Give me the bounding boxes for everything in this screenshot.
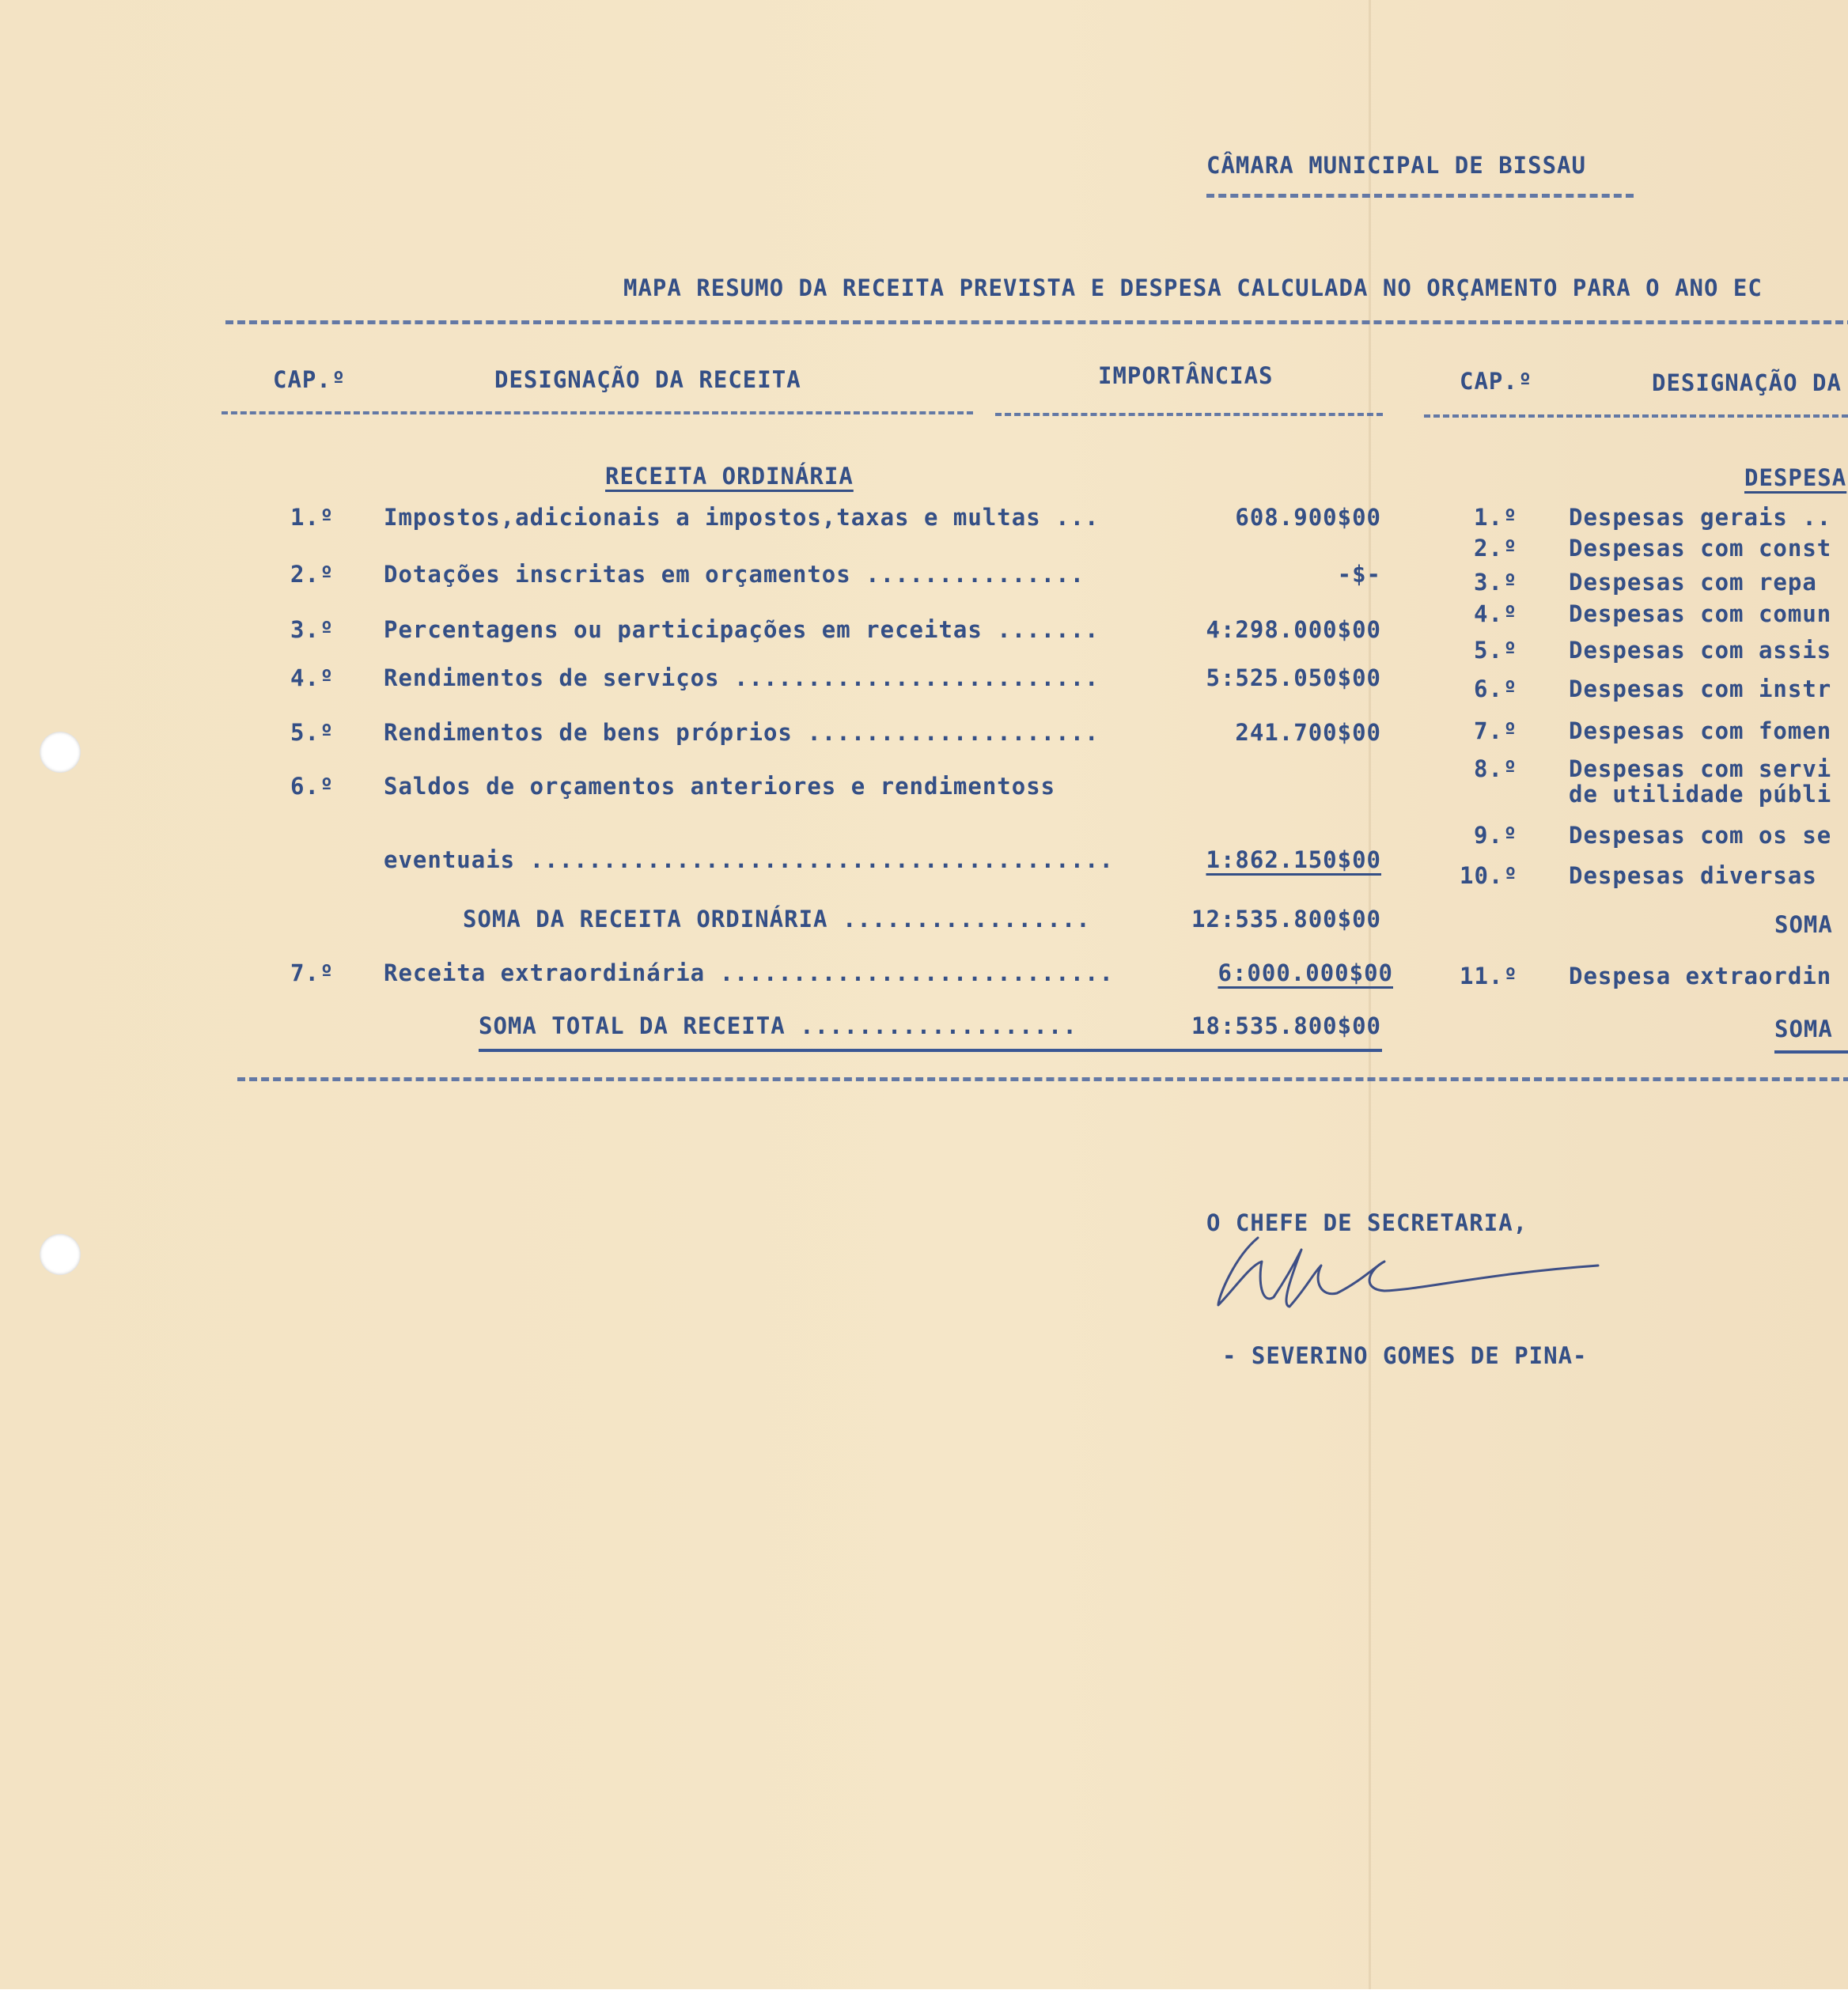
receita-label: Impostos,adicionais a impostos,taxas e multas ... (384, 504, 1100, 531)
receita-section-title: RECEITA ORDINÁRIA (605, 463, 854, 490)
receita-label: Saldos de orçamentos anteriores e rendimentoss (384, 773, 1056, 800)
document-title: MAPA RESUMO DA RECEITA PREVISTA E DESPESA CALCULADA NO ORÇAMENTO PARA O ANO EC (623, 274, 1763, 301)
header-rule-right (1424, 414, 1848, 418)
receita-value: 608.900$00 (1235, 504, 1381, 531)
soma-total-label: SOMA TOTAL DA RECEITA ................... (479, 1012, 1077, 1039)
soma-ordinaria-value: 12:535.800$00 (1191, 906, 1381, 933)
despesa-label: Despesas com repa (1569, 569, 1817, 596)
title-rule (225, 320, 1848, 324)
receita-value: 5:525.050$00 (1206, 664, 1381, 691)
col-designacao-despesa: DESIGNAÇÃO DA (1652, 369, 1842, 396)
soma-total-underline (479, 1049, 1382, 1052)
despesa-soma-total-label: SOMA (1774, 1016, 1833, 1042)
receita-value: 4:298.000$00 (1206, 616, 1381, 643)
col-importancias: IMPORTÂNCIAS (1098, 362, 1274, 389)
despesa-cap: 2.º (1474, 535, 1518, 562)
despesa-label: Despesas com comun (1569, 600, 1832, 627)
receita-cap: 3.º (290, 616, 335, 643)
despesa-label: Despesas com assis (1569, 637, 1832, 664)
punch-hole (40, 732, 81, 773)
signature-name: - SEVERINO GOMES DE PINA- (1222, 1342, 1588, 1369)
header-rule-mid (995, 413, 1383, 416)
receita-extra-cap: 7.º (290, 959, 335, 986)
despesa-cap: 6.º (1474, 675, 1518, 702)
signature-role: O CHEFE DE SECRETARIA, (1206, 1209, 1528, 1236)
col-cap-right: CAP.º (1460, 368, 1533, 395)
despesa-label: Despesas com instr (1569, 675, 1832, 702)
col-designacao-receita: DESIGNAÇÃO DA RECEITA (494, 366, 801, 393)
despesa-cap: 3.º (1474, 569, 1518, 596)
receita-label-cont: eventuais ........................................ (384, 846, 1114, 873)
header-rule-left (222, 411, 973, 414)
receita-label: Percentagens ou participações em receitas ....... (384, 616, 1100, 643)
receita-label: Rendimentos de bens próprios .................... (384, 719, 1100, 746)
col-cap-left: CAP.º (273, 366, 346, 393)
despesa-cap: 7.º (1474, 717, 1518, 744)
despesa-label: Despesas com os se (1569, 822, 1832, 849)
despesa-label: Despesas gerais .. (1569, 504, 1832, 531)
despesa-label: Despesas com servi (1569, 755, 1832, 782)
despesa-cap: 1.º (1474, 504, 1518, 531)
despesa-label-cont: de utilidade públi (1569, 781, 1832, 808)
receita-cap: 6.º (290, 773, 335, 800)
receita-value: -$- (1337, 561, 1381, 588)
bottom-rule (237, 1077, 1848, 1081)
despesa-extra-label: Despesa extraordin (1569, 963, 1832, 989)
soma-total-value: 18:535.800$00 (1191, 1012, 1381, 1039)
despesa-cap: 10.º (1460, 862, 1518, 889)
despesa-label: Despesas com const (1569, 535, 1832, 562)
handwritten-signature (1202, 1218, 1614, 1321)
receita-cap: 5.º (290, 719, 335, 746)
page-fold (1369, 0, 1371, 2009)
soma-ordinaria-label: SOMA DA RECEITA ORDINÁRIA ................. (463, 906, 1091, 933)
receita-cap: 2.º (290, 561, 335, 588)
receita-cap: 1.º (290, 504, 335, 531)
despesa-cap: 8.º (1474, 755, 1518, 782)
despesa-label: Despesas diversas (1569, 862, 1817, 889)
receita-extra-value: 6:000.000$00 (1217, 959, 1393, 986)
despesa-extra-cap: 11.º (1460, 963, 1518, 989)
punch-hole (40, 1234, 81, 1275)
receita-value: 241.700$00 (1235, 719, 1381, 746)
receita-value: 1:862.150$00 (1206, 846, 1381, 873)
despesa-section-title: DESPESA (1744, 464, 1847, 491)
despesa-soma-underline (1774, 1050, 1848, 1054)
despesa-label: Despesas com fomen (1569, 717, 1832, 744)
institution-underline (1206, 194, 1634, 198)
despesa-soma-label: SOMA (1774, 911, 1833, 938)
receita-label: Dotações inscritas em orçamentos ............... (384, 561, 1085, 588)
despesa-cap: 4.º (1474, 600, 1518, 627)
despesa-cap: 9.º (1474, 822, 1518, 849)
receita-label: Rendimentos de serviços ......................... (384, 664, 1100, 691)
scan-border (0, 1989, 1848, 2009)
receita-cap: 4.º (290, 664, 335, 691)
institution-name: CÂMARA MUNICIPAL DE BISSAU (1206, 152, 1586, 179)
despesa-cap: 5.º (1474, 637, 1518, 664)
receita-extra-label: Receita extraordinária ........................... (384, 959, 1114, 986)
